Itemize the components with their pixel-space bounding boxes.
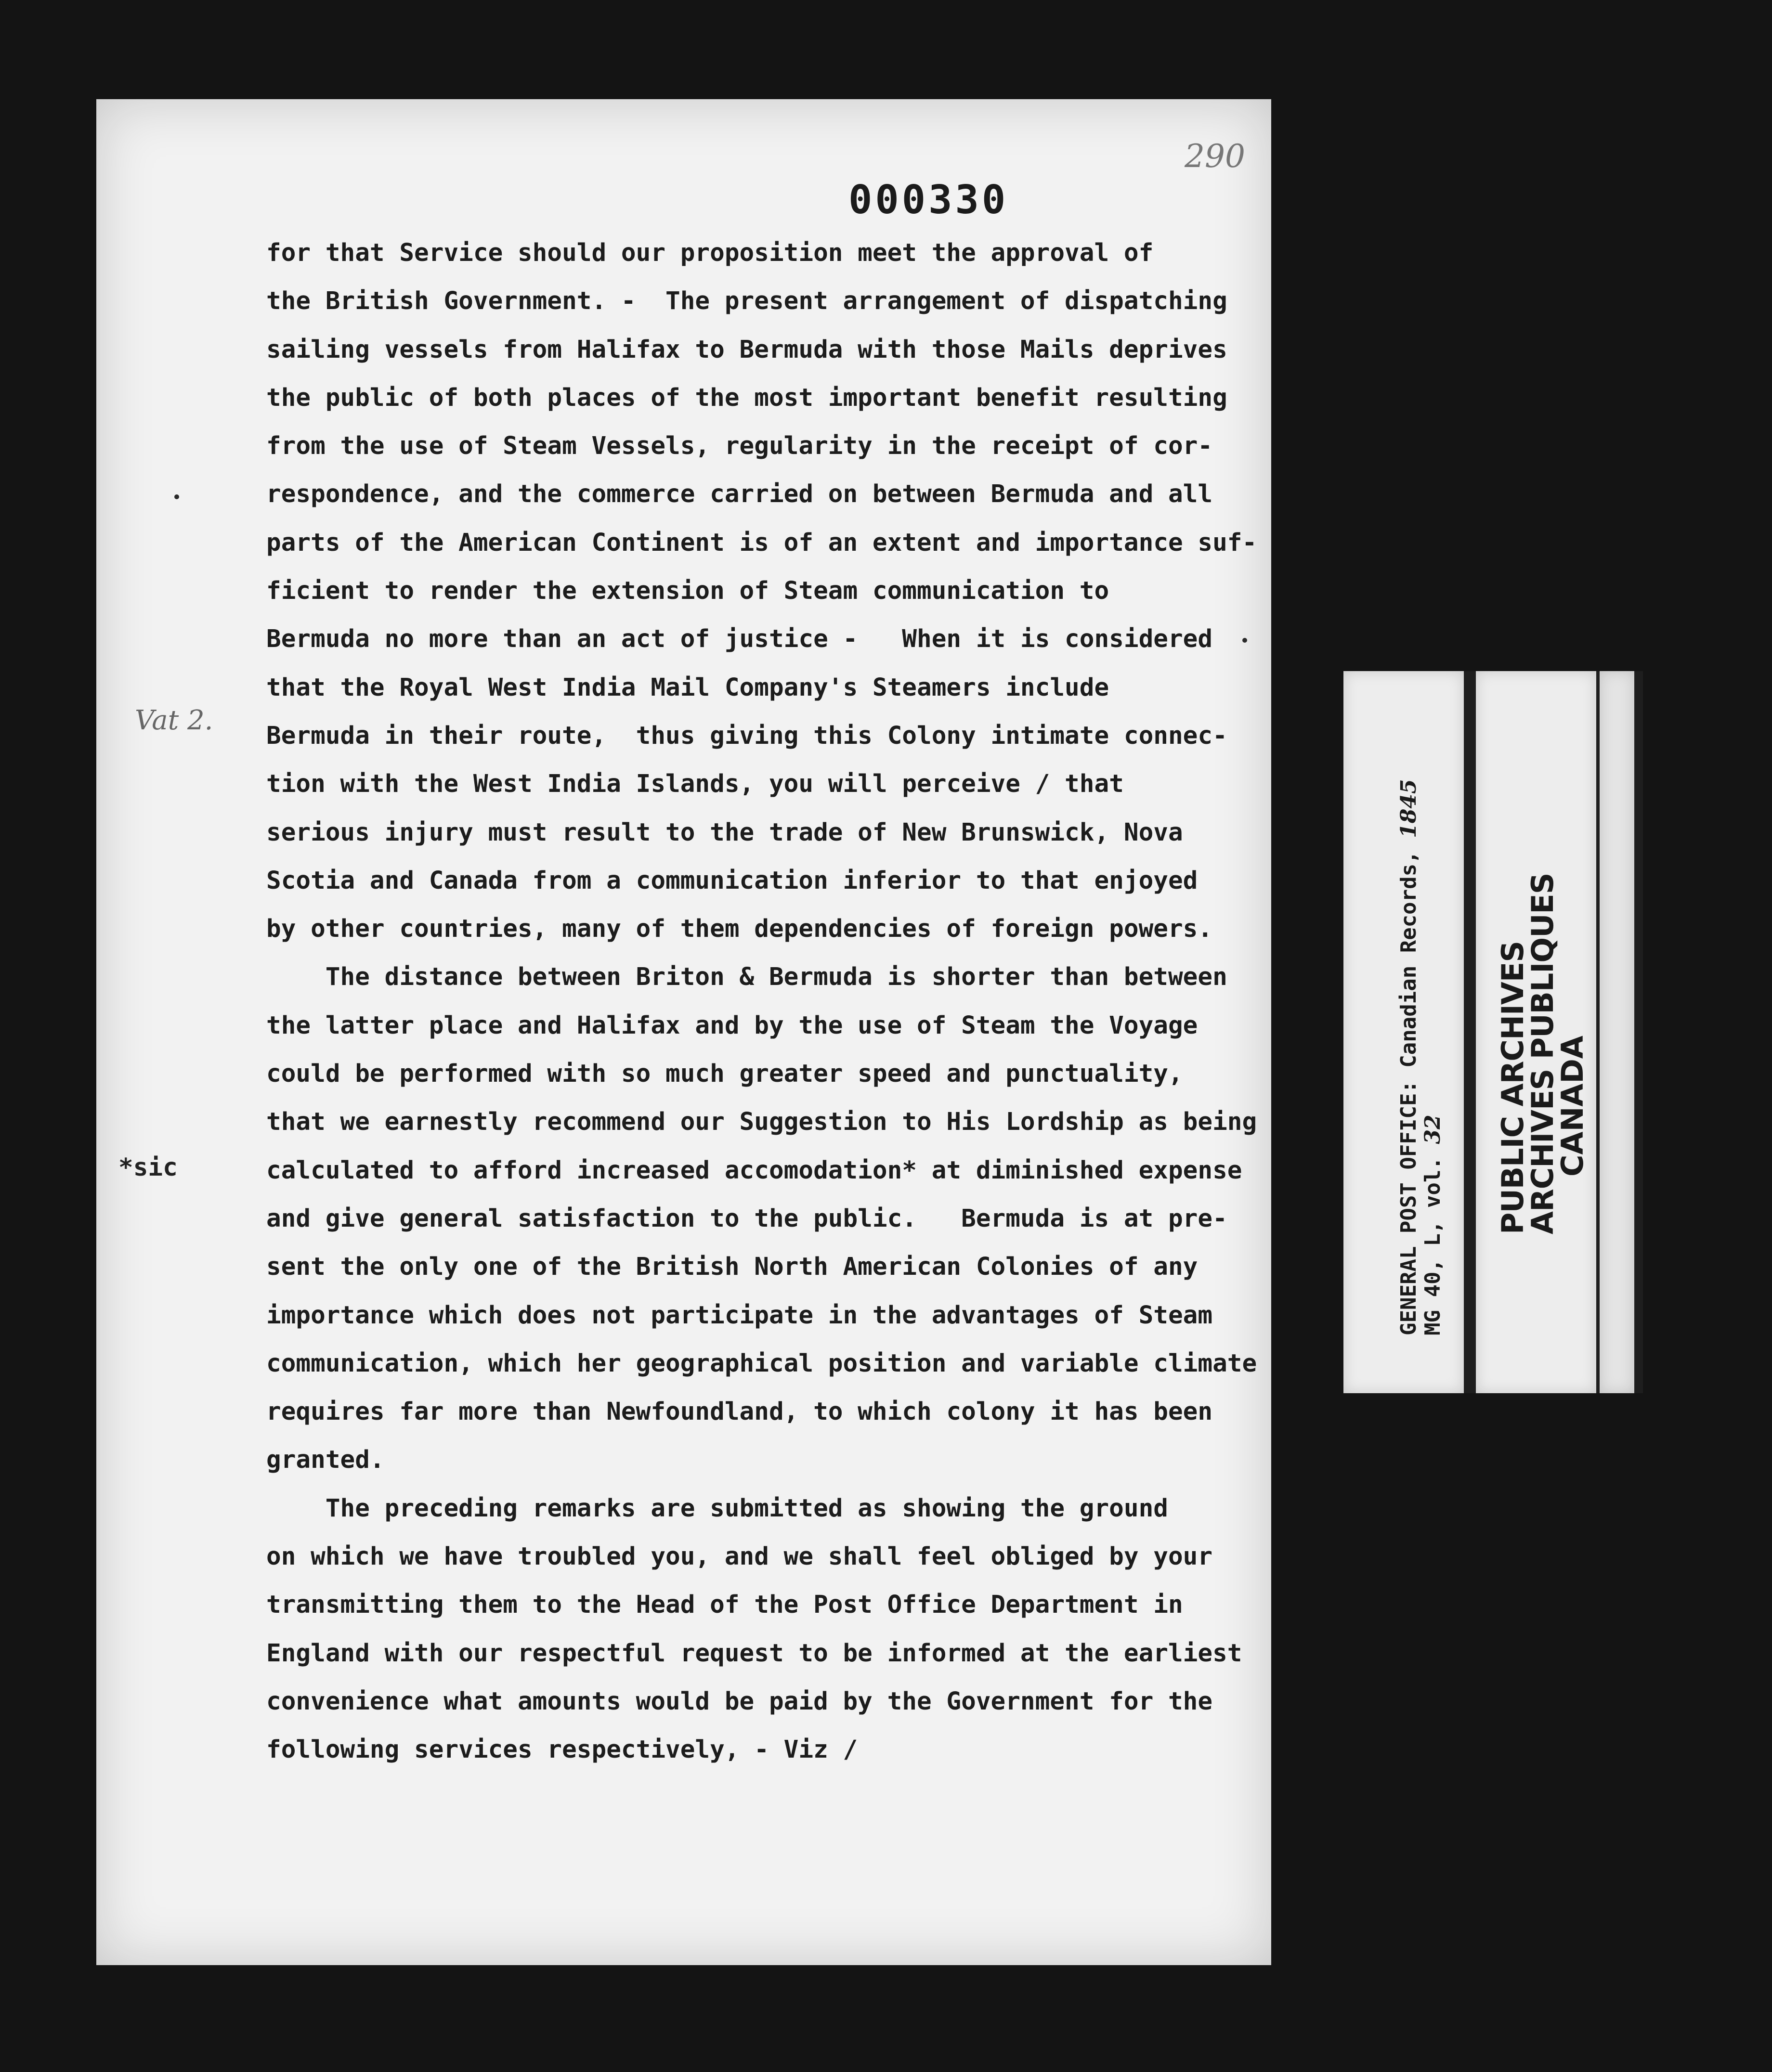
text-line: that the Royal West India Mail Company's Steamers include [266,673,1109,702]
stamp-line-country: CANADA [1555,1036,1590,1177]
text-line: could be performed with so much greater speed and punctuality, [266,1060,1183,1088]
text-line: Scotia and Canada from a communication inferior to that enjoyed [266,866,1198,895]
text-line: for that Service should our proposition meet the approval of [266,239,1154,267]
text-line: parts of the American Continent is of an extent and importance suf- [266,528,1257,557]
blank-strip [1600,671,1634,1393]
stamp-line-french: ARCHIVES PUBLIQUES [1525,873,1560,1234]
letter-body [266,229,1287,1774]
archive-label [1343,671,1643,1393]
margin-handwritten-note: Vat 2. [135,705,213,736]
text-line: England with our respectful request to be informed at the earliest [266,1639,1242,1668]
text-line: on which we have troubled you, and we shall feel obliged by your [266,1542,1213,1571]
text-line: by other countries, many of them dependencies of foreign powers. [266,915,1213,944]
handwritten-year: 1845 [1396,779,1421,838]
text-line: communication, which her geographical position and variable climate [266,1349,1257,1378]
text-line: requires far more than Newfoundland, to which colony it has been [266,1398,1213,1426]
archive-reference-strip [1343,671,1464,1393]
text-line: The distance between Briton & Bermuda is shorter than between [266,963,1227,992]
text-line: ficient to render the extension of Steam communication to [266,577,1109,606]
text-line: the latter place and Halifax and by the use of Steam the Voyage [266,1011,1198,1040]
archive-stamp-strip [1476,671,1596,1393]
speck [1242,638,1247,643]
text-line: Bermuda in their route, thus giving this Colony intimate connec- [266,721,1227,750]
text-line: granted. [266,1446,385,1475]
volume-line: MG 40, L, vol. 32 [1420,1114,1445,1335]
text-line: importance which does not participate in the advantages of Steam [266,1301,1213,1330]
text-line: Bermuda no more than an act of justice - When it is considered [266,625,1213,654]
text-line: the British Government. - The present arrangement of dispatching [266,287,1227,316]
text-line: convenience what amounts would be paid by the Government for the [266,1687,1213,1716]
text-line: serious injury must result to the trade of New Brunswick, Nova [266,818,1183,847]
text-line: from the use of Steam Vessels, regularity in the receipt of cor- [266,432,1213,461]
text-line: the public of both places of the most important benefit resulting [266,383,1227,412]
text-line: and give general satisfaction to the public. Bermuda is at pre- [266,1204,1227,1233]
stamp-line-english: PUBLIC ARCHIVES [1495,941,1530,1234]
text-line: that we earnestly recommend our Suggestion to His Lordship as being [266,1108,1257,1137]
text-line: tion with the West India Islands, you will perceive / that [266,770,1124,799]
text-line: following services respectively, - Viz / [266,1735,858,1764]
document-number: 000330 [848,177,1009,223]
speck [174,494,179,499]
text-line: sailing vessels from Halifax to Bermuda with those Mails deprives [266,335,1227,364]
text-line: sent the only one of the British North American Colonies of any [266,1253,1198,1282]
text-line: The preceding remarks are submitted as showing the ground [266,1494,1168,1523]
text-line: calculated to afford increased accomodation* at diminished expense [266,1156,1242,1185]
handwritten-volume: 32 [1420,1114,1445,1144]
record-group-line: GENERAL POST OFFICE: Canadian Records, 1845 [1396,779,1421,1335]
text-line: transmitting them to the Head of the Post Office Department in [266,1591,1183,1619]
text-line: respondence, and the commerce carried on between Bermuda and all [266,480,1213,509]
sic-annotation: *sic [118,1153,178,1182]
folio-number: 290 [1185,138,1245,175]
